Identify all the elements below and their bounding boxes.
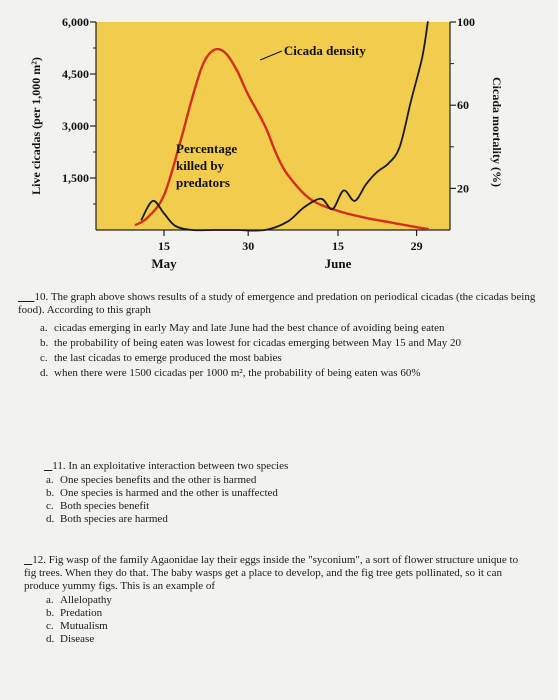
option-letter: c.: [46, 620, 54, 632]
option-d: [46, 513, 504, 526]
question-number: 12.: [32, 554, 46, 566]
option-d: [40, 367, 538, 380]
option-text: when there were 1500 cicadas per 1000 m², the probability of being eaten was 60%: [54, 367, 421, 379]
option-text: One species benefits and the other is harmed: [60, 474, 257, 486]
left-tick-label: 1,500: [62, 171, 89, 185]
left-axis-title: Live cicadas (per 1,000 m²): [29, 57, 43, 195]
option-letter: c.: [40, 352, 48, 364]
question-number: 10.: [34, 291, 49, 303]
option-b: [40, 337, 538, 350]
left-tick-label: 6,000: [62, 15, 89, 29]
option-a: [46, 474, 504, 487]
option-c: [46, 620, 524, 633]
question-10: [18, 291, 538, 382]
cicada-chart: [0, 0, 558, 290]
option-letter: a.: [40, 322, 48, 334]
option-letter: b.: [46, 607, 55, 619]
option-b: [46, 487, 504, 500]
right-tick-label: 20: [457, 181, 469, 196]
answer-blank[interactable]: [44, 460, 52, 472]
option-letter: a.: [46, 474, 54, 486]
option-letter: d.: [40, 367, 49, 379]
option-letter: b.: [46, 487, 55, 499]
annotation-cicada-density: Cicada density: [283, 43, 366, 58]
answer-blank[interactable]: [24, 554, 32, 566]
option-a: [40, 322, 538, 335]
question-stem: In an exploitative interaction between two species: [68, 460, 289, 472]
x-tick-label: 30: [242, 239, 255, 253]
option-c: [40, 352, 538, 365]
plot-area: [96, 22, 450, 230]
answer-blank[interactable]: [18, 291, 35, 303]
option-a: [46, 594, 524, 607]
left-tick-label: 4,500: [62, 67, 89, 81]
right-tick-label: 100: [457, 15, 475, 29]
x-month-label-june: June: [324, 256, 352, 271]
annotation-predation-line: killed by: [176, 158, 225, 173]
option-letter: d.: [46, 513, 55, 525]
left-tick-label: 3,000: [62, 119, 89, 133]
option-letter: a.: [46, 594, 54, 606]
right-tick-label: 60: [457, 98, 469, 113]
question-number: 11.: [52, 460, 66, 472]
option-text: Both species benefit: [60, 500, 150, 512]
option-text: Disease: [60, 633, 95, 645]
option-text: the probability of being eaten was lowest for cicadas emerging between May 15 and May 20: [54, 337, 461, 349]
option-text: the last cicadas to emerge produced the most babies: [54, 352, 282, 364]
right-axis-title: Cicada mortality (%): [490, 77, 504, 187]
x-month-label-may: May: [151, 256, 177, 271]
option-c: [46, 500, 504, 513]
question-stem: Fig wasp of the family Agaonidae lay their eggs inside the "syconium", a sort of flower structure unique to fig trees. When they do that. The baby wasps get a place to develop, and the fig tree gets pollinated, so it can produce yummy figs. This is an example of: [24, 554, 519, 592]
annotation-predation-line: predators: [176, 175, 230, 190]
option-d: [46, 633, 524, 646]
option-text: Allelopathy: [60, 594, 112, 606]
question-stem: The graph above shows results of a study of emergence and predation on periodical cicadas (the cicadas being food). According to this graph: [18, 291, 536, 316]
option-letter: d.: [46, 633, 55, 645]
option-letter: b.: [40, 337, 49, 349]
x-tick-label: 15: [158, 239, 170, 253]
option-text: Both species are harmed: [60, 513, 168, 525]
option-text: cicadas emerging in early May and late June had the best chance of avoiding being eaten: [54, 322, 445, 334]
option-b: [46, 607, 524, 620]
option-text: Mutualism: [60, 620, 108, 632]
annotation-predation-line: Percentage: [176, 141, 238, 156]
x-tick-label: 29: [410, 239, 423, 253]
question-12: [24, 554, 524, 646]
question-11: [44, 460, 504, 526]
x-tick-label: 15: [332, 239, 344, 253]
option-letter: c.: [46, 500, 54, 512]
option-text: One species is harmed and the other is unaffected: [60, 487, 278, 499]
option-text: Predation: [60, 607, 103, 619]
